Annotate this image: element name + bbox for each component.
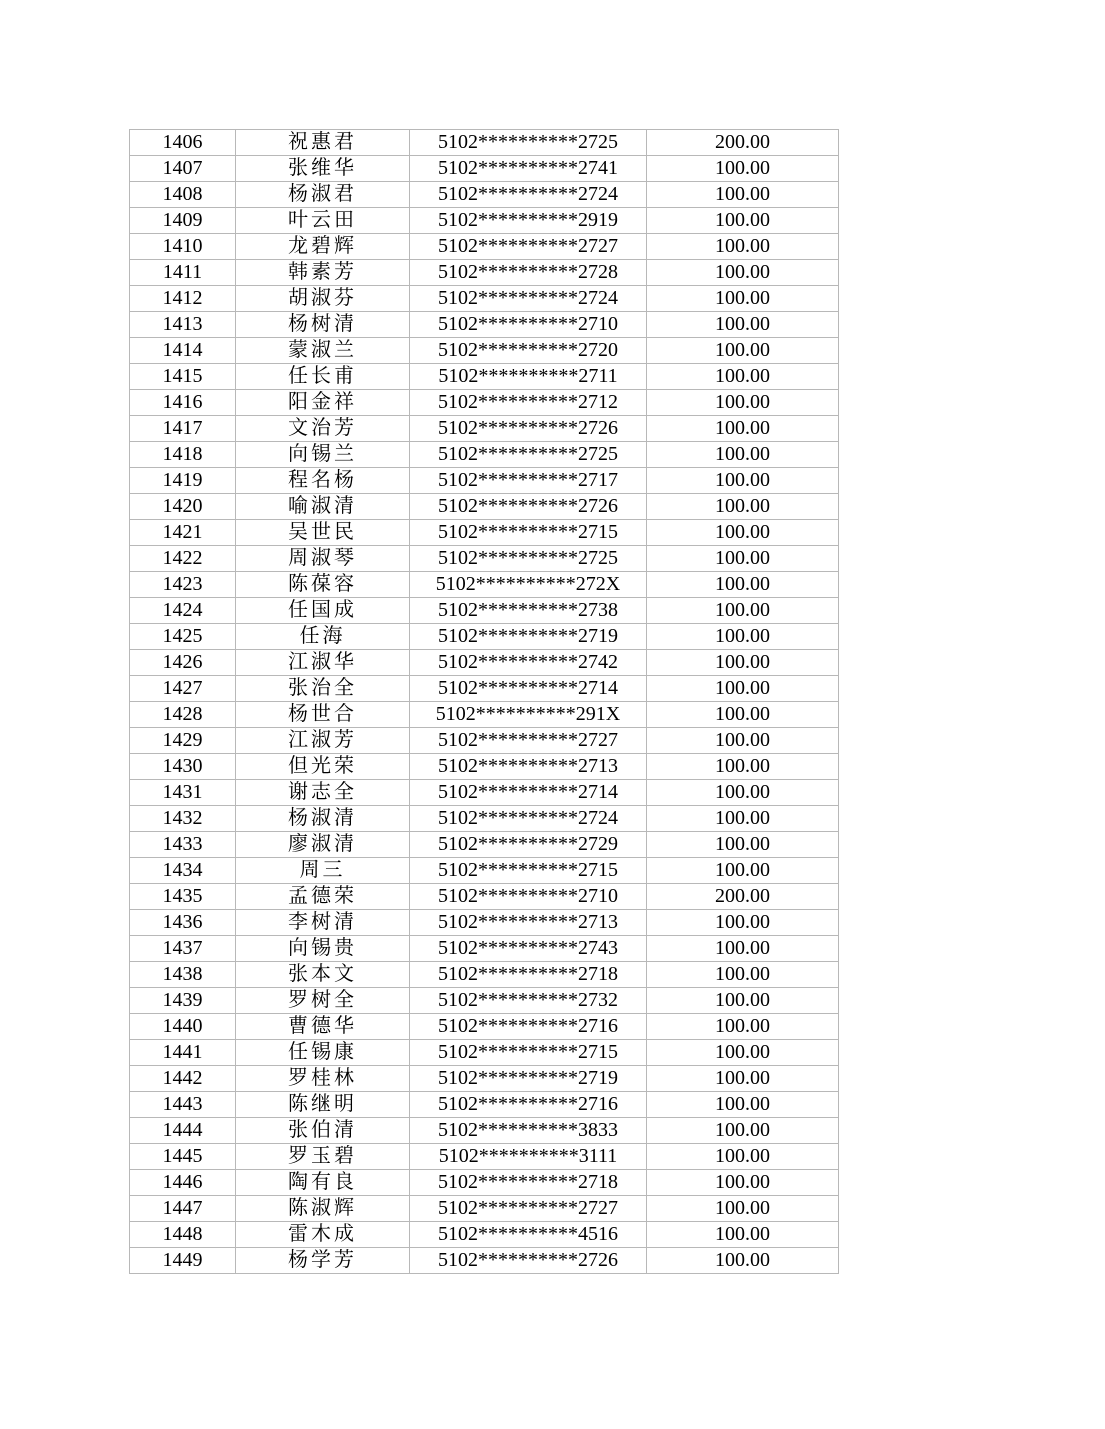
amount-cell: 100.00 — [647, 598, 839, 624]
amount-cell: 100.00 — [647, 182, 839, 208]
table-row — [130, 1092, 839, 1118]
amount-cell: 100.00 — [647, 650, 839, 676]
row-number-cell: 1431 — [130, 780, 236, 806]
id-number-cell: 5102**********291X — [410, 702, 647, 728]
table-row — [130, 858, 839, 884]
row-number-cell: 1444 — [130, 1118, 236, 1144]
row-number-cell: 1416 — [130, 390, 236, 416]
name-cell: 张本文 — [236, 962, 410, 988]
name-cell: 谢志全 — [236, 780, 410, 806]
table-row — [130, 676, 839, 702]
id-number-cell: 5102**********4516 — [410, 1222, 647, 1248]
table-row — [130, 780, 839, 806]
table-row — [130, 806, 839, 832]
id-number-cell: 5102**********2714 — [410, 780, 647, 806]
name-cell: 任海 — [236, 624, 410, 650]
table-row — [130, 1170, 839, 1196]
amount-cell: 100.00 — [647, 1040, 839, 1066]
id-number-cell: 5102**********2726 — [410, 1248, 647, 1274]
row-number-cell: 1411 — [130, 260, 236, 286]
amount-cell: 100.00 — [647, 780, 839, 806]
table-row — [130, 988, 839, 1014]
id-number-cell: 5102**********2742 — [410, 650, 647, 676]
table-row — [130, 910, 839, 936]
id-number-cell: 5102**********272X — [410, 572, 647, 598]
table-row — [130, 598, 839, 624]
table-row — [130, 442, 839, 468]
id-number-cell: 5102**********2715 — [410, 858, 647, 884]
id-number-cell: 5102**********2716 — [410, 1014, 647, 1040]
table-row — [130, 1222, 839, 1248]
row-number-cell: 1441 — [130, 1040, 236, 1066]
row-number-cell: 1427 — [130, 676, 236, 702]
row-number-cell: 1432 — [130, 806, 236, 832]
id-number-cell: 5102**********2718 — [410, 962, 647, 988]
row-number-cell: 1422 — [130, 546, 236, 572]
amount-cell: 100.00 — [647, 832, 839, 858]
name-cell: 杨淑清 — [236, 806, 410, 832]
id-number-cell: 5102**********2719 — [410, 1066, 647, 1092]
amount-cell: 100.00 — [647, 1118, 839, 1144]
name-cell: 曹德华 — [236, 1014, 410, 1040]
table-row — [130, 1066, 839, 1092]
row-number-cell: 1426 — [130, 650, 236, 676]
amount-cell: 100.00 — [647, 338, 839, 364]
name-cell: 杨学芳 — [236, 1248, 410, 1274]
amount-cell: 100.00 — [647, 546, 839, 572]
name-cell: 周淑琴 — [236, 546, 410, 572]
name-cell: 韩素芳 — [236, 260, 410, 286]
id-number-cell: 5102**********2719 — [410, 624, 647, 650]
table-row — [130, 1144, 839, 1170]
table-row — [130, 260, 839, 286]
row-number-cell: 1425 — [130, 624, 236, 650]
name-cell: 蒙淑兰 — [236, 338, 410, 364]
table-row — [130, 572, 839, 598]
name-cell: 陈葆容 — [236, 572, 410, 598]
id-number-cell: 5102**********3111 — [410, 1144, 647, 1170]
row-number-cell: 1428 — [130, 702, 236, 728]
name-cell: 向锡贵 — [236, 936, 410, 962]
row-number-cell: 1413 — [130, 312, 236, 338]
id-number-cell: 5102**********2713 — [410, 910, 647, 936]
row-number-cell: 1409 — [130, 208, 236, 234]
row-number-cell: 1418 — [130, 442, 236, 468]
row-number-cell: 1435 — [130, 884, 236, 910]
table-row — [130, 624, 839, 650]
id-number-cell: 5102**********3833 — [410, 1118, 647, 1144]
row-number-cell: 1406 — [130, 130, 236, 156]
amount-cell: 100.00 — [647, 1196, 839, 1222]
name-cell: 杨世合 — [236, 702, 410, 728]
name-cell: 祝惠君 — [236, 130, 410, 156]
amount-cell: 100.00 — [647, 208, 839, 234]
row-number-cell: 1446 — [130, 1170, 236, 1196]
amount-cell: 100.00 — [647, 702, 839, 728]
amount-cell: 100.00 — [647, 936, 839, 962]
row-number-cell: 1414 — [130, 338, 236, 364]
name-cell: 阳金祥 — [236, 390, 410, 416]
table-row — [130, 208, 839, 234]
table-row — [130, 832, 839, 858]
id-number-cell: 5102**********2741 — [410, 156, 647, 182]
id-number-cell: 5102**********2729 — [410, 832, 647, 858]
name-cell: 任长甫 — [236, 364, 410, 390]
amount-cell: 100.00 — [647, 1014, 839, 1040]
row-number-cell: 1417 — [130, 416, 236, 442]
id-number-cell: 5102**********2714 — [410, 676, 647, 702]
id-number-cell: 5102**********2738 — [410, 598, 647, 624]
name-cell: 杨淑君 — [236, 182, 410, 208]
row-number-cell: 1445 — [130, 1144, 236, 1170]
name-cell: 喻淑清 — [236, 494, 410, 520]
row-number-cell: 1407 — [130, 156, 236, 182]
id-number-cell: 5102**********2712 — [410, 390, 647, 416]
table-row — [130, 338, 839, 364]
amount-cell: 100.00 — [647, 260, 839, 286]
name-cell: 吴世民 — [236, 520, 410, 546]
name-cell: 孟德荣 — [236, 884, 410, 910]
row-number-cell: 1439 — [130, 988, 236, 1014]
row-number-cell: 1430 — [130, 754, 236, 780]
name-cell: 叶云田 — [236, 208, 410, 234]
id-number-cell: 5102**********2715 — [410, 1040, 647, 1066]
table-row — [130, 468, 839, 494]
table-row — [130, 702, 839, 728]
id-number-cell: 5102**********2725 — [410, 130, 647, 156]
id-number-cell: 5102**********2711 — [410, 364, 647, 390]
name-cell: 陶有良 — [236, 1170, 410, 1196]
table-row — [130, 962, 839, 988]
id-number-cell: 5102**********2724 — [410, 286, 647, 312]
id-number-cell: 5102**********2715 — [410, 520, 647, 546]
name-cell: 杨树清 — [236, 312, 410, 338]
row-number-cell: 1437 — [130, 936, 236, 962]
row-number-cell: 1448 — [130, 1222, 236, 1248]
row-number-cell: 1447 — [130, 1196, 236, 1222]
id-number-cell: 5102**********2716 — [410, 1092, 647, 1118]
row-number-cell: 1423 — [130, 572, 236, 598]
table-row — [130, 1118, 839, 1144]
row-number-cell: 1429 — [130, 728, 236, 754]
amount-cell: 100.00 — [647, 364, 839, 390]
amount-cell: 100.00 — [647, 858, 839, 884]
amount-cell: 100.00 — [647, 1222, 839, 1248]
id-number-cell: 5102**********2726 — [410, 416, 647, 442]
row-number-cell: 1415 — [130, 364, 236, 390]
table-row — [130, 364, 839, 390]
row-number-cell: 1436 — [130, 910, 236, 936]
table-row — [130, 312, 839, 338]
id-number-cell: 5102**********2919 — [410, 208, 647, 234]
id-number-cell: 5102**********2727 — [410, 728, 647, 754]
row-number-cell: 1412 — [130, 286, 236, 312]
amount-cell: 100.00 — [647, 1092, 839, 1118]
row-number-cell: 1433 — [130, 832, 236, 858]
name-cell: 但光荣 — [236, 754, 410, 780]
row-number-cell: 1421 — [130, 520, 236, 546]
table-row — [130, 130, 839, 156]
amount-cell: 100.00 — [647, 520, 839, 546]
table-row — [130, 182, 839, 208]
table-row — [130, 1040, 839, 1066]
name-cell: 程名杨 — [236, 468, 410, 494]
name-cell: 周三 — [236, 858, 410, 884]
row-number-cell: 1443 — [130, 1092, 236, 1118]
name-cell: 罗玉碧 — [236, 1144, 410, 1170]
row-number-cell: 1410 — [130, 234, 236, 260]
table-row — [130, 884, 839, 910]
name-cell: 廖淑清 — [236, 832, 410, 858]
row-number-cell: 1408 — [130, 182, 236, 208]
id-number-cell: 5102**********2724 — [410, 806, 647, 832]
row-number-cell: 1440 — [130, 1014, 236, 1040]
row-number-cell: 1442 — [130, 1066, 236, 1092]
amount-cell: 100.00 — [647, 286, 839, 312]
amount-cell: 100.00 — [647, 962, 839, 988]
table-row — [130, 1014, 839, 1040]
name-cell: 江淑华 — [236, 650, 410, 676]
name-cell: 罗桂林 — [236, 1066, 410, 1092]
row-number-cell: 1434 — [130, 858, 236, 884]
table-row — [130, 728, 839, 754]
amount-cell: 100.00 — [647, 416, 839, 442]
table-row — [130, 416, 839, 442]
amount-cell: 100.00 — [647, 468, 839, 494]
id-number-cell: 5102**********2732 — [410, 988, 647, 1014]
table-row — [130, 650, 839, 676]
amount-cell: 100.00 — [647, 988, 839, 1014]
table-row — [130, 936, 839, 962]
name-cell: 李树清 — [236, 910, 410, 936]
table-row — [130, 286, 839, 312]
id-number-cell: 5102**********2710 — [410, 312, 647, 338]
id-number-cell: 5102**********2724 — [410, 182, 647, 208]
name-cell: 胡淑芬 — [236, 286, 410, 312]
amount-cell: 200.00 — [647, 130, 839, 156]
amount-cell: 100.00 — [647, 1066, 839, 1092]
name-cell: 张伯清 — [236, 1118, 410, 1144]
table-row — [130, 1248, 839, 1274]
amount-cell: 100.00 — [647, 234, 839, 260]
amount-cell: 100.00 — [647, 494, 839, 520]
id-number-cell: 5102**********2727 — [410, 234, 647, 260]
amount-cell: 100.00 — [647, 1170, 839, 1196]
row-number-cell: 1420 — [130, 494, 236, 520]
name-cell: 雷木成 — [236, 1222, 410, 1248]
id-number-cell: 5102**********2725 — [410, 442, 647, 468]
name-cell: 张治全 — [236, 676, 410, 702]
amount-cell: 200.00 — [647, 884, 839, 910]
amount-cell: 100.00 — [647, 156, 839, 182]
table-row — [130, 390, 839, 416]
id-number-cell: 5102**********2726 — [410, 494, 647, 520]
name-cell: 张维华 — [236, 156, 410, 182]
name-cell: 陈淑辉 — [236, 1196, 410, 1222]
row-number-cell: 1424 — [130, 598, 236, 624]
name-cell: 陈继明 — [236, 1092, 410, 1118]
id-number-cell: 5102**********2743 — [410, 936, 647, 962]
id-number-cell: 5102**********2728 — [410, 260, 647, 286]
name-cell: 向锡兰 — [236, 442, 410, 468]
amount-cell: 100.00 — [647, 572, 839, 598]
row-number-cell: 1449 — [130, 1248, 236, 1274]
table-row — [130, 234, 839, 260]
row-number-cell: 1438 — [130, 962, 236, 988]
name-cell: 罗树全 — [236, 988, 410, 1014]
id-number-cell: 5102**********2718 — [410, 1170, 647, 1196]
id-number-cell: 5102**********2710 — [410, 884, 647, 910]
id-number-cell: 5102**********2727 — [410, 1196, 647, 1222]
amount-cell: 100.00 — [647, 442, 839, 468]
amount-cell: 100.00 — [647, 312, 839, 338]
name-cell: 文治芳 — [236, 416, 410, 442]
amount-cell: 100.00 — [647, 390, 839, 416]
recipient-table-body — [130, 130, 839, 1274]
id-number-cell: 5102**********2717 — [410, 468, 647, 494]
amount-cell: 100.00 — [647, 1248, 839, 1274]
amount-cell: 100.00 — [647, 754, 839, 780]
amount-cell: 100.00 — [647, 728, 839, 754]
name-cell: 任锡康 — [236, 1040, 410, 1066]
id-number-cell: 5102**********2725 — [410, 546, 647, 572]
name-cell: 江淑芳 — [236, 728, 410, 754]
id-number-cell: 5102**********2713 — [410, 754, 647, 780]
table-row — [130, 520, 839, 546]
row-number-cell: 1419 — [130, 468, 236, 494]
table-row — [130, 494, 839, 520]
recipient-table — [129, 129, 839, 1274]
amount-cell: 100.00 — [647, 806, 839, 832]
name-cell: 龙碧辉 — [236, 234, 410, 260]
id-number-cell: 5102**********2720 — [410, 338, 647, 364]
amount-cell: 100.00 — [647, 1144, 839, 1170]
table-row — [130, 156, 839, 182]
amount-cell: 100.00 — [647, 676, 839, 702]
table-row — [130, 754, 839, 780]
table-row — [130, 1196, 839, 1222]
name-cell: 任国成 — [236, 598, 410, 624]
amount-cell: 100.00 — [647, 910, 839, 936]
amount-cell: 100.00 — [647, 624, 839, 650]
table-row — [130, 546, 839, 572]
